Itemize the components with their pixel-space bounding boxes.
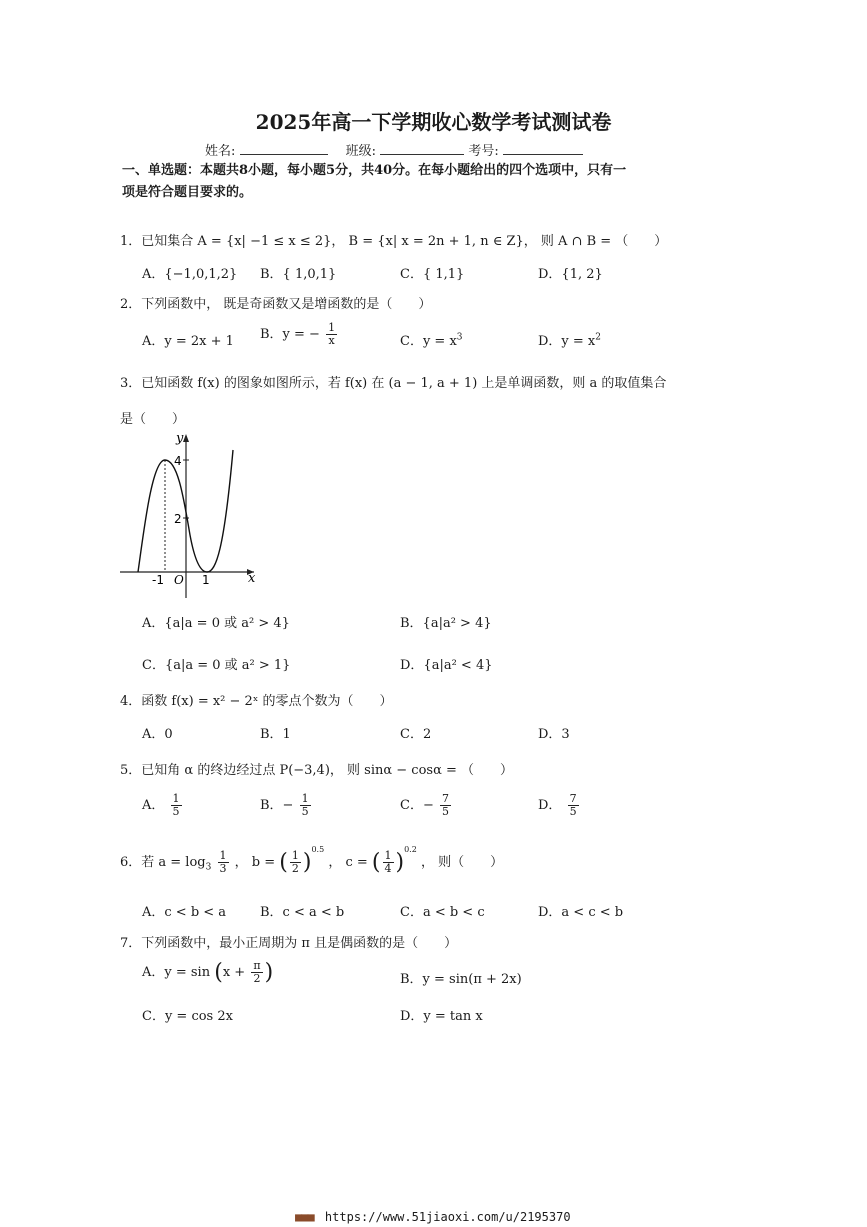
question-2: 2．下列函数中， 既是奇函数又是增函数的是（ ） [120,297,432,312]
q5-b-den: 5 [301,805,309,818]
q5-option-b [260,793,313,818]
name-label: 姓名: [205,144,236,159]
q5-a-fraction [171,793,182,818]
q2-option-b-text: B．y = − [260,327,320,342]
q5-c-fraction [440,793,451,818]
q6-b-paren-open: ( [279,850,288,875]
q5-d-num: 7 [569,792,577,805]
q5-c-num: 7 [441,792,449,805]
q3-option-b: B．{a|a² > 4} [400,616,492,631]
q6-c-exponent: 0.2 [404,845,417,854]
section-line-2: 项是符合题目要求的。 [122,185,253,200]
q5-c-den: 5 [441,805,449,818]
q5-a-num: 1 [172,792,180,805]
class-blank [380,142,464,155]
question-3: 3．已知函数 f(x) 的图象如图所示，若 f(x) 在 (a − 1, a + 1) 上是单调函数，则 a 的取值集合 [120,376,667,391]
q3-option-c: C．{a|a = 0 或 a² > 1} [142,658,291,673]
section-line-1: 一、单选题：本题共8小题，每小题5分，共40分。在每小题给出的四个选项中，只有一 [122,163,627,178]
q6-c-fraction [383,850,394,875]
q1-option-a: A．{−1,0,1,2} [142,267,238,282]
q7-a-paren-open: ( [214,960,223,985]
q6-b-num: 1 [291,849,299,862]
q5-option-a [142,793,184,818]
section-header [122,160,626,204]
q2-option-b [260,322,339,347]
y-axis-arrow [183,434,189,442]
footer-logo: ■■■ [295,1210,314,1224]
q2-option-c-text: C．y = x [400,334,457,349]
q6-option-a: A．c < b < a [142,905,227,920]
footer-url[interactable]: https://www.51jiaoxi.com/u/2195370 [324,1210,571,1224]
name-blank [240,142,328,155]
tick-label-4: 4 [174,454,182,468]
question-7: 7．下列函数中，最小正周期为 π 且是偶函数的是（ ） [120,936,458,951]
q6-option-b: B．c < a < b [260,905,345,920]
q6-b-fraction [290,850,301,875]
origin-label: O [174,573,184,587]
q2-option-d-text: D．y = x [538,334,596,349]
q7-a-fraction [251,960,262,985]
q4-option-b: B．1 [260,727,291,742]
q6-text-pre: 6．若 a = log [120,855,206,870]
q1-option-b: B．{ 1,0,1} [260,267,337,282]
q6-c-num: 1 [384,849,392,862]
class-label: 班级: [345,144,377,159]
q6-b-exponent: 0.5 [311,845,325,854]
q6-c-paren-open: ( [371,850,381,875]
tick-label-2: 2 [174,512,182,526]
q6-a-num: 1 [219,849,227,862]
q5-d-den: 5 [569,805,577,818]
q3-option-a: A．{a|a = 0 或 a² > 4} [142,616,290,631]
q4-option-d: D．3 [538,727,570,742]
q6-a-den: 3 [219,862,227,875]
tick-label-1: 1 [202,573,210,587]
q6-b-den: 2 [291,862,299,875]
footer [295,1210,571,1224]
tick-label-neg1: -1 [152,573,164,587]
q5-option-c [400,793,453,818]
q7-option-b: B．y = sin(π + 2x) [400,972,522,987]
q2-option-b-fraction [326,322,337,347]
q6-b-paren-close: ) [302,850,312,875]
question-5: 5．已知角 α 的终边经过点 P(−3,4)， 则 sinα − cosα = （ ） [120,763,514,778]
q2-c-exponent: 3 [456,332,463,343]
q2-b-numerator: 1 [328,321,336,334]
q2-option-d [538,330,601,349]
exam-no-label: 考号: [468,144,499,159]
q6-c-paren-close: ) [395,850,405,875]
q7-option-d: D．y = tan x [400,1009,483,1024]
q7-a-paren-close: ) [264,960,274,985]
student-info [205,140,583,159]
q7-a-num: π [253,959,261,972]
q2-d-exponent: 2 [595,332,601,343]
q3-option-d: D．{a|a² < 4} [400,658,493,673]
q7-option-a-text: A．y = sin [142,965,211,980]
q2-b-denominator: x [328,334,335,347]
q5-option-d [538,793,581,818]
q7-option-c: C．y = cos 2x [142,1009,233,1024]
q6-c-den: 4 [384,862,392,875]
q6-option-d: D．a < c < b [538,905,624,920]
q7-option-a [142,960,273,985]
q6-text-post: ， 则（ ） [420,855,504,870]
q4-option-c: C．2 [400,727,432,742]
q5-option-d-text: D． [538,798,562,813]
q1-option-c: C．{ 1,1} [400,267,465,282]
q5-b-fraction [300,793,311,818]
q6-option-c: C．a < b < c [400,905,485,920]
function-graph [118,430,268,600]
q5-b-num: 1 [301,792,309,805]
y-axis-label: y [176,431,184,446]
q7-a-den: 2 [253,972,261,985]
q5-a-den: 5 [172,805,180,818]
q5-option-b-text: B．− [260,798,294,813]
exam-no-blank [503,142,583,155]
question-3-cont: 是（ ） [120,412,186,427]
q5-option-c-text: C．− [400,798,434,813]
q1-option-d: D．{1, 2} [538,267,603,282]
q2-option-a: A．y = 2x + 1 [142,334,234,349]
question-1: 1．已知集合 A = {x| −1 ≤ x ≤ 2}， B = {x| x = 2n + 1, n ∈ Z}， 则 A ∩ B = （ ） [120,234,668,249]
q6-text-mid: ， b = [234,855,280,870]
q6-log-base: 3 [205,862,212,873]
q6-a-fraction [218,850,229,875]
q6-text-mid2: ， c = [328,855,372,870]
page-title: 2025年高一下学期收心数学考试测试卷 [255,110,612,134]
q2-option-c [400,330,463,349]
q4-option-a: A．0 [142,727,173,742]
q5-option-a-text: A． [142,798,165,813]
question-4: 4．函数 f(x) = x² − 2ˣ 的零点个数为（ ） [120,694,393,709]
x-axis-label: x [248,571,256,586]
q7-a-inner: x + [222,965,250,980]
q5-d-fraction [568,793,579,818]
question-6 [120,845,503,875]
